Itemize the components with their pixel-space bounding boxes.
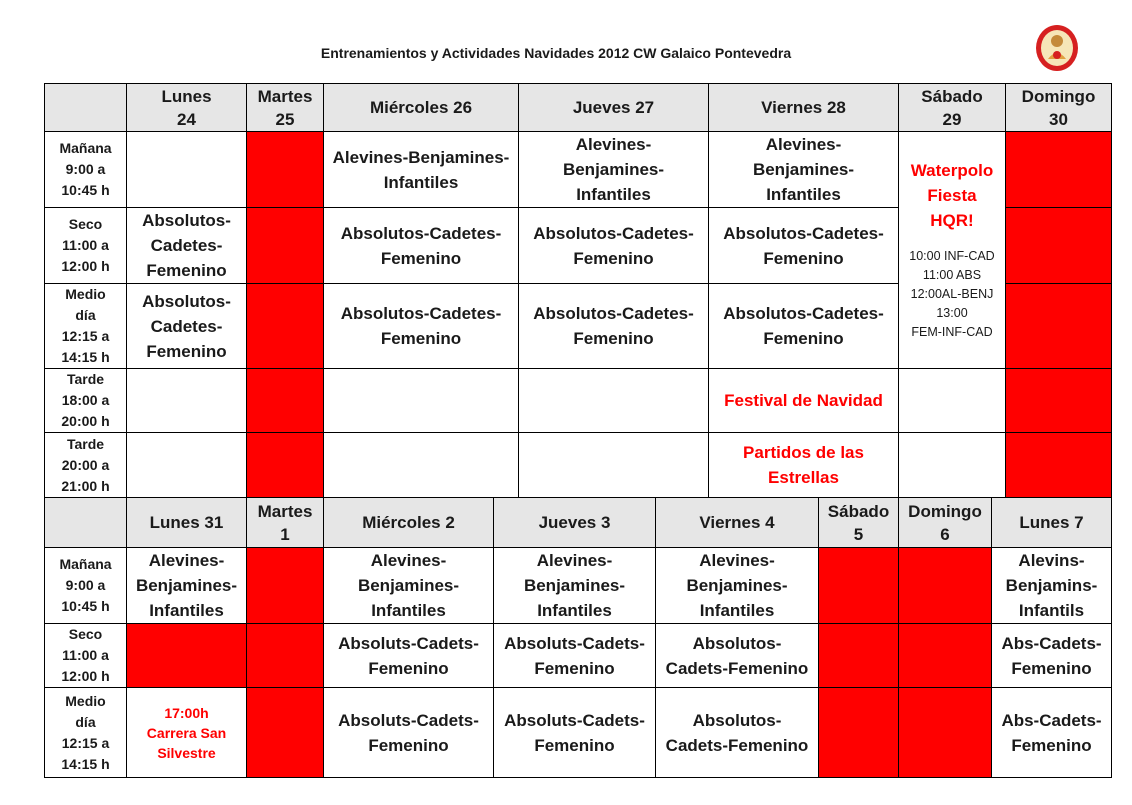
cell-training: Alevines- Benjamines- Infantiles	[324, 548, 494, 624]
closed-cell	[899, 688, 992, 778]
cell-empty	[127, 433, 247, 498]
week2-schedule-table	[44, 497, 1112, 778]
day-header-jueves-3: Jueves 3	[494, 498, 656, 548]
row-label-dry: Seco 11:00 a 12:00 h	[45, 208, 127, 284]
day-header-sabado-5: Sábado 5	[819, 498, 899, 548]
day-header-miercoles-26: Miércoles 26	[324, 84, 519, 132]
cell-training: Absolutos- Cadets-Femenino	[656, 688, 819, 778]
closed-cell	[247, 624, 324, 688]
cell-empty	[899, 369, 1006, 433]
day-header-viernes-28: Viernes 28	[709, 84, 899, 132]
week1-header-row	[45, 84, 1112, 132]
week1-row-morning	[45, 132, 1112, 208]
closed-cell	[127, 624, 247, 688]
cell-training: Absolutos-Cadetes- Femenino	[519, 284, 709, 369]
stars-match-cell: Partidos de las Estrellas	[709, 433, 899, 498]
closed-cell	[247, 369, 324, 433]
row-label-midday: Medio día 12:15 a 14:15 h	[45, 284, 127, 369]
cell-empty	[324, 369, 519, 433]
cell-training: Alevines- Benjamines- Infantiles	[127, 548, 247, 624]
cell-training: Alevines- Benjamines- Infantiles	[494, 548, 656, 624]
cell-training: Absoluts-Cadets- Femenino	[324, 688, 494, 778]
day-header-domingo-30: Domingo 30	[1006, 84, 1112, 132]
closed-cell	[247, 208, 324, 284]
saturday-event-title: Waterpolo Fiesta HQR!	[910, 161, 994, 230]
closed-cell	[819, 624, 899, 688]
closed-cell	[1006, 132, 1112, 208]
closed-cell	[899, 548, 992, 624]
day-header-viernes-4: Viernes 4	[656, 498, 819, 548]
closed-cell	[1006, 208, 1112, 284]
week2-row-midday	[45, 688, 1112, 778]
page-title: Entrenamientos y Actividades Navidades 2012 CW Galaico Pontevedra	[320, 45, 792, 61]
closed-cell	[1006, 369, 1112, 433]
day-header-domingo-6: Domingo 6	[899, 498, 992, 548]
cell-training: Absolutos- Cadetes- Femenino	[127, 284, 247, 369]
day-header-martes-25: Martes 25	[247, 84, 324, 132]
cell-training: Alevins- Benjamins- Infantils	[992, 548, 1112, 624]
cell-training: Absolutos- Cadets-Femenino	[656, 624, 819, 688]
cell-empty	[127, 132, 247, 208]
saturday-schedule: 10:00 INF-CAD 11:00 ABS 12:00AL-BENJ 13:00 FEM-INF-CAD	[909, 249, 995, 339]
corner-cell	[45, 84, 127, 132]
cell-empty	[127, 369, 247, 433]
week1-row-night	[45, 433, 1112, 498]
cell-training: Absolutos-Cadetes- Femenino	[324, 208, 519, 284]
row-label-night: Tarde 20:00 a 21:00 h	[45, 433, 127, 498]
day-header-martes-1: Martes 1	[247, 498, 324, 548]
row-label-morning: Mañana 9:00 a 10:45 h	[45, 132, 127, 208]
closed-cell	[247, 132, 324, 208]
cell-training: Absolutos-Cadetes- Femenino	[324, 284, 519, 369]
cell-training: Alevines-Benjamines- Infantiles	[324, 132, 519, 208]
cell-empty	[324, 433, 519, 498]
cell-training: Absolutos-Cadetes- Femenino	[709, 284, 899, 369]
day-header-sabado-29: Sábado 29	[899, 84, 1006, 132]
closed-cell	[247, 433, 324, 498]
cell-training: Absoluts-Cadets- Femenino	[494, 624, 656, 688]
day-header-lunes-24: Lunes 24	[127, 84, 247, 132]
week1-schedule-table	[44, 83, 1112, 498]
cell-training: Absoluts-Cadets- Femenino	[494, 688, 656, 778]
row-label-evening: Tarde 18:00 a 20:00 h	[45, 369, 127, 433]
cell-training: Abs-Cadets- Femenino	[992, 624, 1112, 688]
cell-empty	[519, 433, 709, 498]
cell-training: Alevines- Benjamines- Infantiles	[656, 548, 819, 624]
closed-cell	[899, 624, 992, 688]
week2-header-row	[45, 498, 1112, 548]
row-label-morning: Mañana 9:00 a 10:45 h	[45, 548, 127, 624]
cell-training: Abs-Cadets- Femenino	[992, 688, 1112, 778]
cell-training: Alevines- Benjamines- Infantiles	[709, 132, 899, 208]
cell-training: Absolutos-Cadetes- Femenino	[709, 208, 899, 284]
week1-row-evening	[45, 369, 1112, 433]
closed-cell	[1006, 284, 1112, 369]
week2-row-morning	[45, 548, 1112, 624]
saturday-event-cell	[899, 132, 1006, 369]
festival-cell: Festival de Navidad	[709, 369, 899, 433]
cell-empty	[519, 369, 709, 433]
closed-cell	[247, 688, 324, 778]
closed-cell	[247, 548, 324, 624]
closed-cell	[1006, 433, 1112, 498]
day-header-lunes-31: Lunes 31	[127, 498, 247, 548]
closed-cell	[819, 548, 899, 624]
cell-training: Alevines- Benjamines- Infantiles	[519, 132, 709, 208]
row-label-dry: Seco 11:00 a 12:00 h	[45, 624, 127, 688]
day-header-jueves-27: Jueves 27	[519, 84, 709, 132]
closed-cell	[247, 284, 324, 369]
club-crest-logo	[1034, 23, 1080, 73]
row-label-midday: Medio día 12:15 a 14:15 h	[45, 688, 127, 778]
day-header-miercoles-2: Miércoles 2	[324, 498, 494, 548]
closed-cell	[819, 688, 899, 778]
cell-empty	[899, 433, 1006, 498]
corner-cell	[45, 498, 127, 548]
race-event-cell: 17:00h Carrera San Silvestre	[127, 688, 247, 778]
cell-training: Absolutos- Cadetes- Femenino	[127, 208, 247, 284]
cell-training: Absolutos-Cadetes- Femenino	[519, 208, 709, 284]
week2-row-dry	[45, 624, 1112, 688]
day-header-lunes-7: Lunes 7	[992, 498, 1112, 548]
cell-training: Absoluts-Cadets- Femenino	[324, 624, 494, 688]
